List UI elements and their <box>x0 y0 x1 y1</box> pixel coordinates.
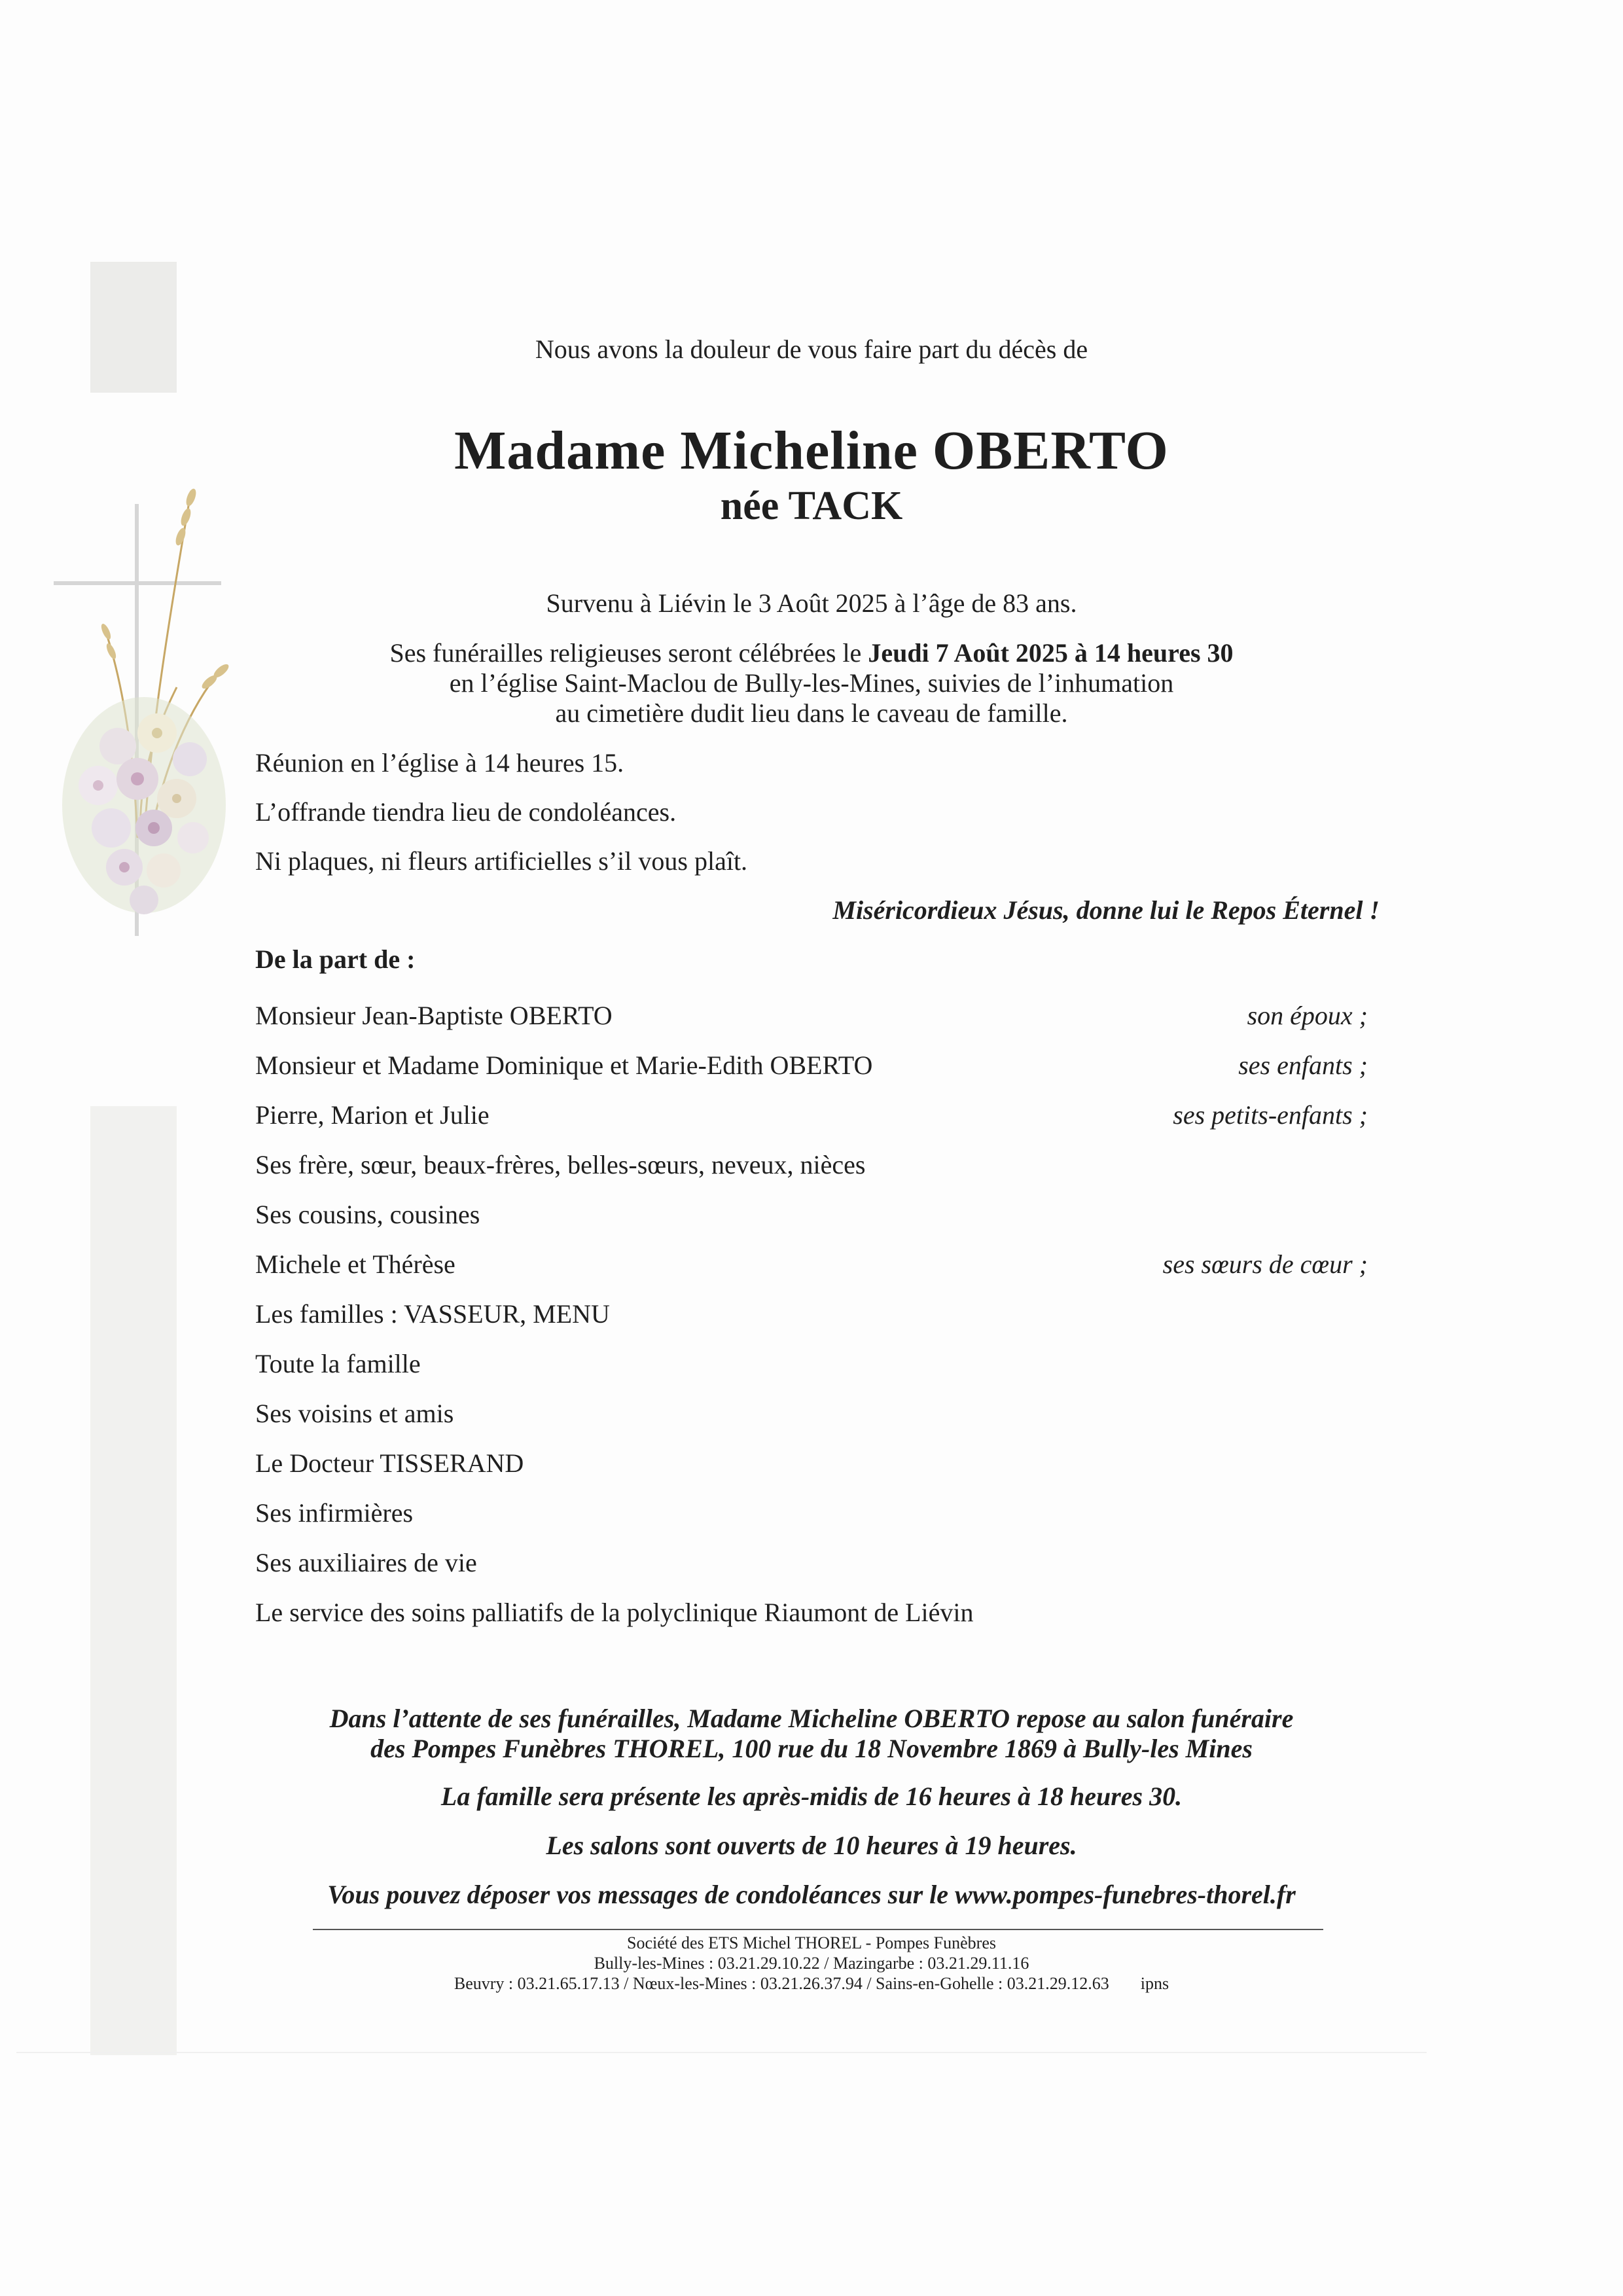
list-item <box>255 1548 1368 1598</box>
list-item <box>255 1200 1368 1249</box>
relative-name: Le Docteur TISSERAND <box>255 1448 524 1478</box>
opening-hours-note: Les salons sont ouverts de 10 heures à 19 heures. <box>546 1831 1077 1860</box>
no-plaques-note: Ni plaques, ni fleurs artificielles s’il vous plaît. <box>255 846 748 876</box>
offering-note: L’offrande tiendra lieu de condoléances. <box>255 797 677 827</box>
relative-name: Ses infirmières <box>255 1498 414 1528</box>
relatives-list <box>255 1001 1368 1647</box>
relative-name: Monsieur Jean-Baptiste OBERTO <box>255 1001 613 1030</box>
list-item <box>255 1448 1368 1498</box>
relative-role: ses petits-enfants ; <box>1173 1100 1368 1130</box>
meeting-note: Réunion en l’église à 14 heures 15. <box>255 748 624 778</box>
relative-name: Ses cousins, cousines <box>255 1200 480 1229</box>
list-item <box>255 1299 1368 1349</box>
footer-phones-2-text: Beuvry : 03.21.65.17.13 / Nœux-les-Mines : 03.21.26.37.94 / Sains-en-Gohelle : 03.21.29.12.63 <box>454 1974 1109 1993</box>
relative-name: Monsieur et Madame Dominique et Marie-Edith OBERTO <box>255 1050 873 1080</box>
footer-phones-2 <box>0 1973 1623 1994</box>
relative-name: Ses voisins et amis <box>255 1399 454 1428</box>
maiden-name: née TACK <box>720 484 903 528</box>
list-item <box>255 1249 1368 1299</box>
relative-role: ses enfants ; <box>1238 1050 1368 1080</box>
decorative-band-top <box>90 262 177 393</box>
flower-bouquet-icon <box>62 697 226 914</box>
relative-name: Michele et Thérèse <box>255 1249 455 1279</box>
family-presence-note: La famille sera présente les après-midis de 16 heures à 18 heures 30. <box>440 1782 1183 1811</box>
funeral-line-1 <box>0 638 1623 668</box>
relative-role: ses sœurs de cœur ; <box>1162 1249 1368 1279</box>
footer-tag: ipns <box>1140 1974 1169 1993</box>
list-item <box>255 1349 1368 1399</box>
relative-name: Toute la famille <box>255 1349 421 1378</box>
list-item <box>255 1001 1368 1050</box>
salon-note-line-2: des Pompes Funèbres THOREL, 100 rue du 18 Novembre 1869 à Bully-les Mines <box>370 1734 1253 1763</box>
salon-note <box>0 1704 1623 1764</box>
relative-role: son époux ; <box>1247 1001 1368 1030</box>
prayer-line: Miséricordieux Jésus, donne lui le Repos Éternel ! <box>832 895 1380 925</box>
list-item <box>255 1399 1368 1448</box>
condolences-website-note: Vous pouvez déposer vos messages de condoléances sur le www.pompes-funebres-thorel.fr <box>327 1880 1296 1909</box>
funeral-details <box>0 638 1623 728</box>
funeral-intro: Ses funérailles religieuses seront célébrées le <box>389 638 868 668</box>
relatives-heading: De la part de : <box>255 944 416 974</box>
intro-text: Nous avons la douleur de vous faire part du décès de <box>535 334 1088 364</box>
list-item <box>255 1498 1368 1548</box>
relative-name: Pierre, Marion et Julie <box>255 1100 490 1130</box>
salon-note-line-1: Dans l’attente de ses funérailles, Madame Micheline OBERTO repose au salon funéraire <box>329 1704 1294 1733</box>
funeral-line-2: en l’église Saint-Maclou de Bully-les-Mines, suivies de l’inhumation <box>449 668 1174 698</box>
list-item <box>255 1100 1368 1150</box>
deceased-name: Madame Micheline OBERTO <box>454 420 1169 481</box>
relative-name: Les familles : VASSEUR, MENU <box>255 1299 610 1329</box>
footer-divider <box>313 1929 1323 1930</box>
page-edge-line <box>16 2052 1427 2053</box>
list-item <box>255 1150 1368 1200</box>
footer-phones-1: Bully-les-Mines : 03.21.29.10.22 / Mazingarbe : 03.21.29.11.16 <box>594 1954 1029 1973</box>
death-notice: Survenu à Liévin le 3 Août 2025 à l’âge de 83 ans. <box>546 588 1077 618</box>
relative-name: Ses frère, sœur, beaux-frères, belles-sœurs, neveux, nièces <box>255 1150 866 1179</box>
relative-name: Le service des soins palliatifs de la polyclinique Riaumont de Liévin <box>255 1598 974 1627</box>
footer-company: Société des ETS Michel THOREL - Pompes Funèbres <box>627 1933 996 1952</box>
list-item <box>255 1598 1368 1647</box>
list-item <box>255 1050 1368 1100</box>
funeral-date: Jeudi 7 Août 2025 à 14 heures 30 <box>868 638 1234 668</box>
relative-name: Ses auxiliaires de vie <box>255 1548 477 1577</box>
funeral-line-3: au cimetière dudit lieu dans le caveau de famille. <box>555 698 1068 728</box>
decorative-band-bottom <box>90 1106 177 2055</box>
